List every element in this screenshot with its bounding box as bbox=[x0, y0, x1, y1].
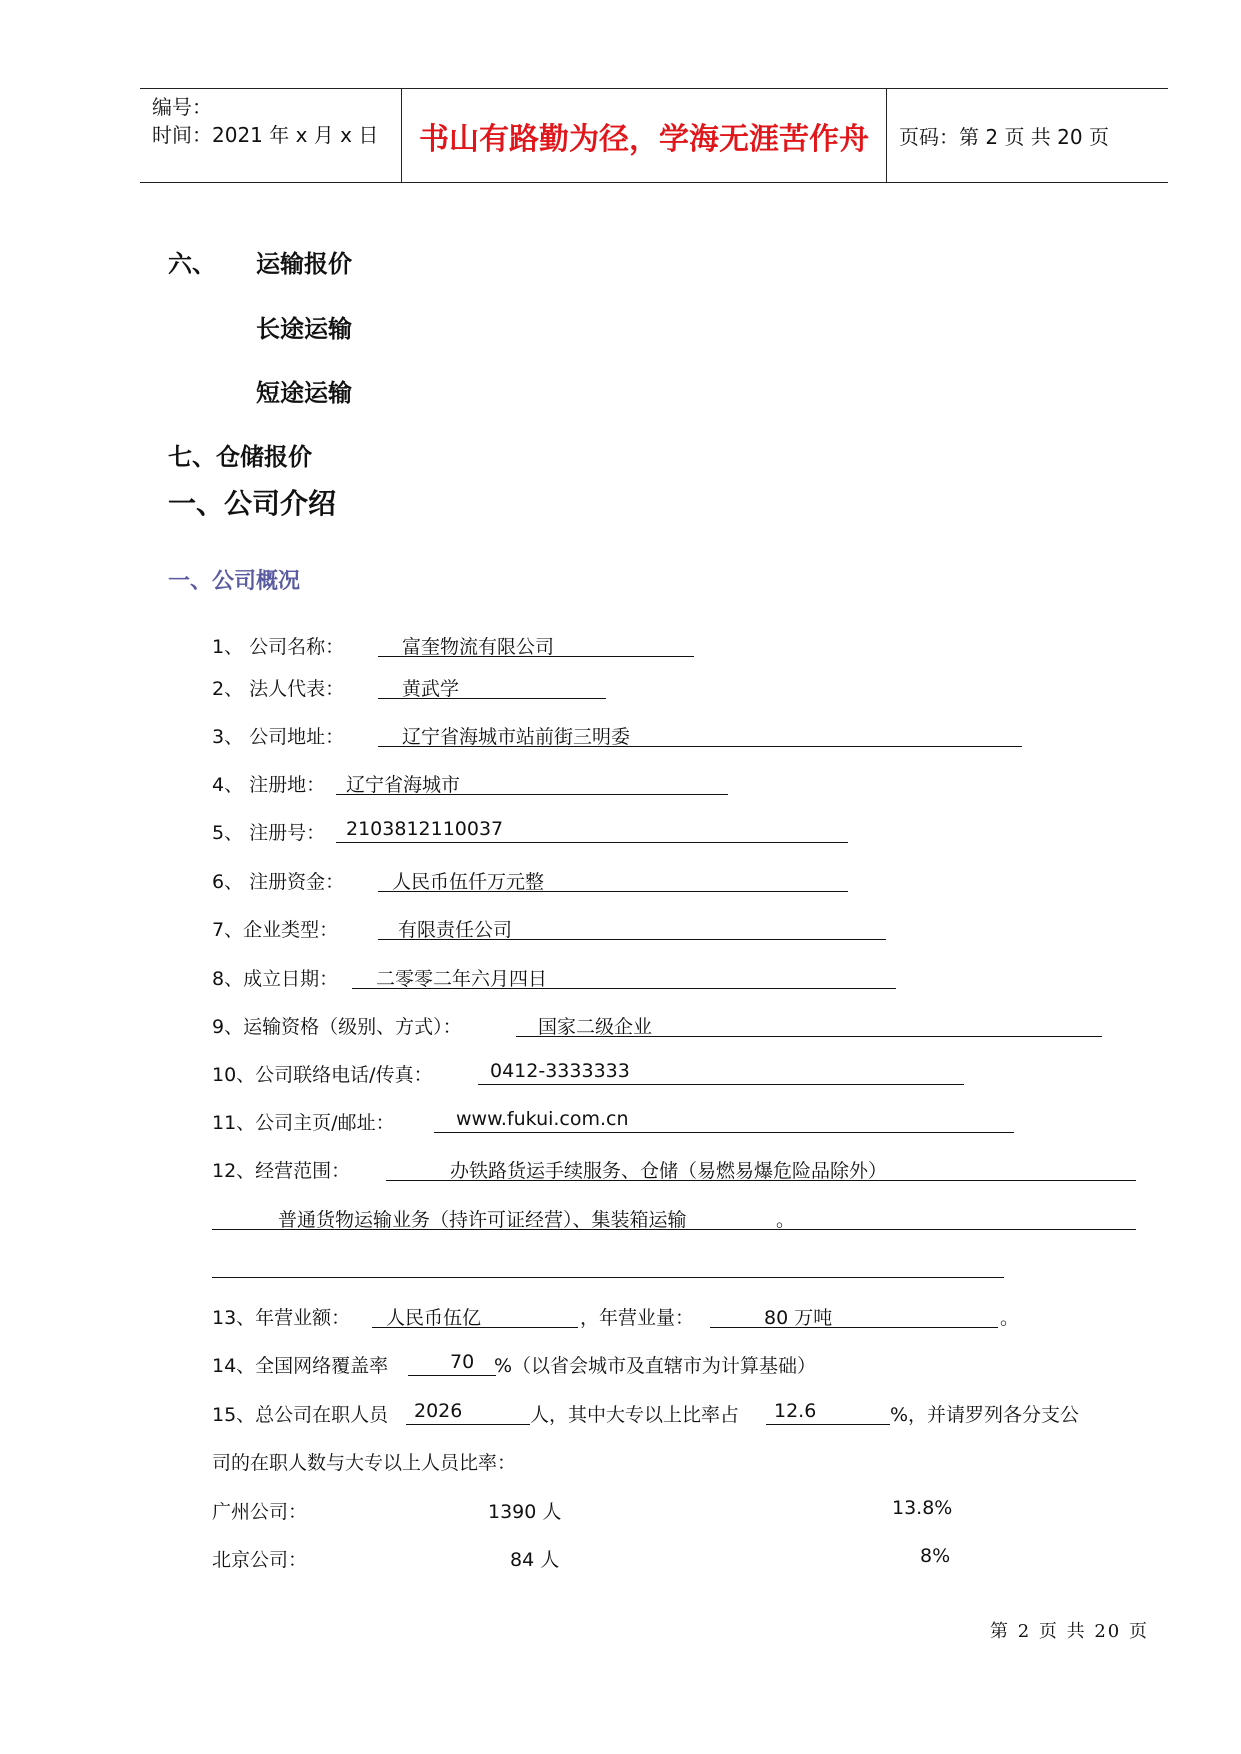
page-footer: 第 2 页 共 20 页 bbox=[990, 1621, 1149, 1642]
item1-label: 1、 公司名称： bbox=[212, 636, 345, 658]
item9-label: 9、运输资格（级别、方式）： bbox=[212, 1016, 462, 1038]
item6-label: 6、 注册资金： bbox=[212, 871, 345, 893]
toc-seven: 七、仓储报价 bbox=[168, 443, 312, 471]
branch-count: 1390 人 bbox=[488, 1501, 562, 1523]
item13-mid: ，年营业量： bbox=[580, 1307, 695, 1329]
header-page-info: 页码：第 2 页 共 20 页 bbox=[899, 125, 1109, 149]
item5-label: 5、 注册号： bbox=[212, 822, 326, 844]
subsection-title: 一、公司概况 bbox=[168, 569, 301, 594]
item11-label: 11、公司主页/邮址： bbox=[212, 1112, 395, 1134]
item10-underline bbox=[478, 1084, 964, 1085]
item15-line2: 司的在职人数与大专以上人员比率： bbox=[212, 1452, 517, 1474]
item15-value2: 12.6 bbox=[774, 1400, 817, 1422]
item15-end: %，并请罗列各分支公 bbox=[890, 1404, 1080, 1426]
item5-value: 2103812110037 bbox=[346, 818, 504, 840]
branch-ratio: 13.8% bbox=[892, 1497, 953, 1519]
branch-name: 北京公司： bbox=[212, 1549, 308, 1571]
item11-value: www.fukui.com.cn bbox=[456, 1108, 629, 1130]
item15-value: 2026 bbox=[414, 1400, 463, 1422]
page-header bbox=[140, 88, 1168, 183]
item1-value: 富奎物流有限公司 bbox=[402, 636, 555, 658]
item4-label: 4、 注册地： bbox=[212, 774, 326, 796]
item7-value: 有限责任公司 bbox=[398, 919, 513, 941]
header-motto: 书山有路勤为径，学海无涯苦作舟 bbox=[402, 89, 887, 182]
item6-value: 人民币伍仟万元整 bbox=[392, 871, 545, 893]
item12-value1: 办铁路货运手续服务、仓储（易燃易爆危险品除外） bbox=[450, 1160, 888, 1182]
item15-mid: 人，其中大专以上比率占 bbox=[530, 1404, 740, 1426]
item4-value: 辽宁省海城市 bbox=[346, 774, 461, 796]
item12-label: 12、经营范围： bbox=[212, 1160, 351, 1182]
item14-value: 70 bbox=[450, 1351, 475, 1373]
item12-value2: 普通货物运输业务（持许可证经营）、集装箱运输 bbox=[278, 1209, 687, 1231]
item13-value2: 80 万吨 bbox=[764, 1307, 833, 1329]
item5-underline bbox=[336, 842, 848, 843]
item11-underline bbox=[434, 1132, 1014, 1133]
toc-six-sub2: 短途运输 bbox=[256, 379, 352, 407]
item14-end: %（以省会城市及直辖市为计算基础） bbox=[494, 1355, 817, 1377]
item12-end: 。 bbox=[776, 1209, 796, 1231]
section-title: 一、公司介绍 bbox=[168, 487, 337, 520]
item13-value: 人民币伍亿 bbox=[386, 1307, 482, 1329]
branch-name: 广州公司： bbox=[212, 1501, 308, 1523]
item13-underline2 bbox=[710, 1327, 998, 1328]
header-meta bbox=[140, 89, 402, 182]
toc-six-num: 六、 bbox=[168, 250, 216, 278]
item8-value: 二零零二年六月四日 bbox=[376, 968, 548, 990]
time-label: 时间：2021 年 x 月 x 日 bbox=[152, 123, 379, 147]
item14-label: 14、全国网络覆盖率 bbox=[212, 1355, 389, 1377]
item8-label: 8、成立日期： bbox=[212, 968, 339, 990]
item2-label: 2、 法人代表： bbox=[212, 678, 345, 700]
branch-ratio: 8% bbox=[920, 1545, 951, 1567]
item12-underline3 bbox=[212, 1277, 1004, 1278]
item2-value: 黄武学 bbox=[402, 678, 460, 700]
item9-value: 国家二级企业 bbox=[538, 1016, 653, 1038]
item10-label: 10、公司联络电话/传真： bbox=[212, 1064, 433, 1086]
item10-value: 0412-3333333 bbox=[490, 1060, 630, 1082]
item3-label: 3、 公司地址： bbox=[212, 726, 345, 748]
item13-end: 。 bbox=[1000, 1307, 1020, 1329]
item13-label: 13、年营业额： bbox=[212, 1307, 351, 1329]
item14-underline bbox=[408, 1375, 496, 1376]
toc-six-title: 运输报价 bbox=[256, 250, 352, 278]
toc-six-sub1: 长途运输 bbox=[256, 315, 352, 343]
item15-label: 15、总公司在职人员 bbox=[212, 1404, 389, 1426]
item15-underline1 bbox=[406, 1424, 530, 1425]
item7-label: 7、企业类型： bbox=[212, 919, 339, 941]
number-label: 编号： bbox=[152, 95, 212, 119]
item3-value: 辽宁省海城市站前街三明委 bbox=[402, 726, 631, 748]
branch-count: 84 人 bbox=[510, 1549, 560, 1571]
item15-underline2 bbox=[766, 1424, 890, 1425]
